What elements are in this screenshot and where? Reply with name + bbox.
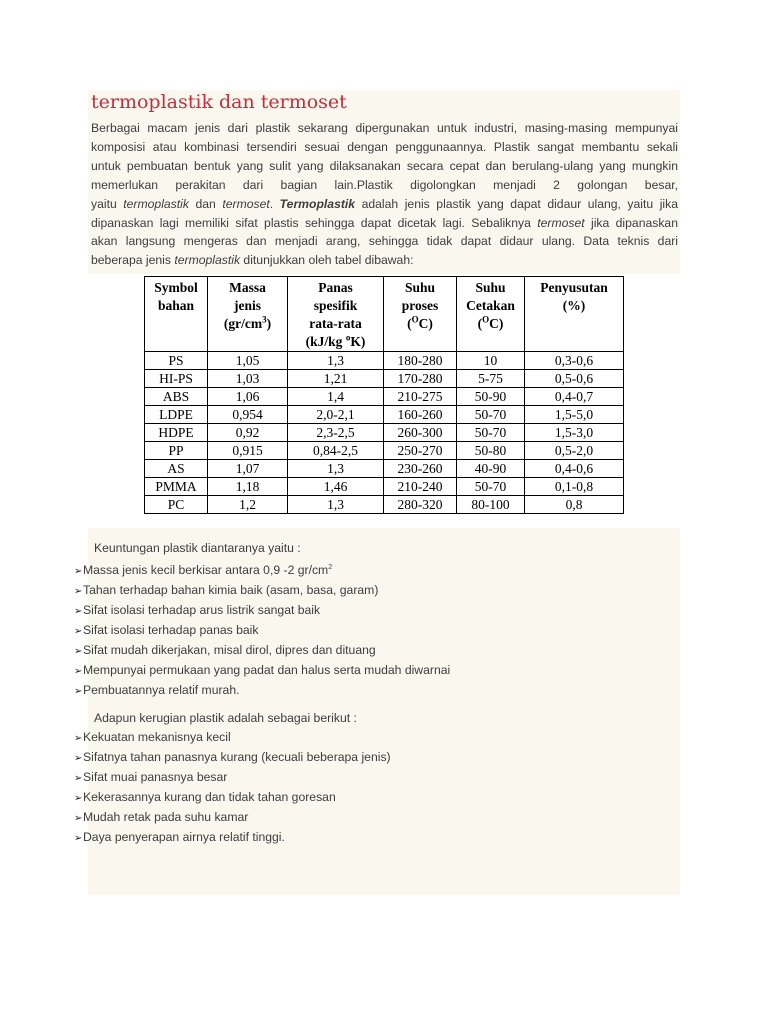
table-cell: 1,03 [208,370,288,388]
list-item: ➢Sifat isolasi terhadap panas baik [74,621,450,641]
table-cell: 2,3-2,5 [288,424,384,442]
table-cell: 160-260 [384,406,457,424]
intro-paragraph [91,119,678,270]
intro-line: memerlukan perakitan dari bagian lain.Plastik digolongkan menjadi 2 golongan besar, [91,177,678,192]
table-row [145,406,624,424]
arrow-bullet-icon: ➢ [74,813,83,824]
table-cell: 0,5-0,6 [525,370,624,388]
arrow-bullet-icon: ➢ [74,606,83,618]
table-cell: 1,05 [208,352,288,370]
list-item: ➢Kekerasannya kurang dan tidak tahan goresan [74,788,391,808]
table-cell: 80-100 [457,496,525,514]
table-cell: 260-300 [384,424,457,442]
intro-line: untuk pembuatan bentuk yang sulit yang dilaksanakan secara cepat dan berulang-ulang yang mungkin [91,158,678,173]
disadvantages-list [74,728,391,848]
list-item: ➢Sifat muai panasnya besar [74,768,391,788]
table-row [145,442,624,460]
disadvantages-section [74,709,391,848]
header-shrinkage: Penyusutan (%) [525,277,624,352]
header-density: Massa jenis $(gr/cm^3)$ [208,277,288,352]
table-cell: 50-90 [457,388,525,406]
page-title: termoplastik dan termoset [91,91,347,113]
thermoplastic-data-table [144,276,624,514]
arrow-bullet-icon: ➢ [74,833,83,844]
list-item: ➢Daya penyerapan airnya relatif tinggi. [74,828,391,848]
table-cell: 0,915 [208,442,288,460]
header-mold-temp: Suhu Cetakan ($^O$C) [457,277,525,352]
arrow-bullet-icon: ➢ [74,646,83,658]
table-cell: 0,84-2,5 [288,442,384,460]
arrow-bullet-icon: ➢ [74,733,83,744]
table-cell: 50-80 [457,442,525,460]
intro-line: dipanaskan lagi memiliki sifat plastis sehingga dapat dicetak lagi. Sebaliknya termoset jika dipanaskan [91,215,678,230]
table-cell: HDPE [145,424,208,442]
table-cell: LDPE [145,406,208,424]
intro-line: Berbagai macam jenis dari plastik sekarang dipergunakan untuk industri, masing-masing mempunyai [91,121,678,135]
advantages-section [74,539,450,701]
table-cell: 1,4 [288,388,384,406]
table-cell: 1,3 [288,352,384,370]
disadvantages-heading: Adapun kerugian plastik adalah sebagai berikut : [94,711,357,725]
table-cell: 0,3-0,6 [525,352,624,370]
table-cell: 40-90 [457,460,525,478]
list-item: ➢Sifat isolasi terhadap arus listrik sangat baik [74,601,450,621]
intro-line: akan langsung mengeras dan menjadi arang, sehingga tidak dapat didaur ulang. Data teknis dari [91,234,678,249]
table-cell: PC [145,496,208,514]
table-cell: 1,18 [208,478,288,496]
table-row [145,478,624,496]
table-cell: 0,8 [525,496,624,514]
table-cell: 50-70 [457,406,525,424]
list-item: ➢Pembuatannya relatif murah. [74,681,450,701]
arrow-bullet-icon: ➢ [74,773,83,784]
table-cell: 250-270 [384,442,457,460]
table-cell: 280-320 [384,496,457,514]
intro-line: komposisi atau kombinasi tersendiri sesuai dengan penggunaannya. Plastik sangat membantu sekali [91,139,678,154]
table-cell: 1,21 [288,370,384,388]
table-cell: 1,3 [288,460,384,478]
list-item: ➢Mempunyai permukaan yang padat dan halus serta mudah diwarnai [74,661,450,681]
table-cell: 1,07 [208,460,288,478]
advantages-heading: Keuntungan plastik diantaranya yaitu : [94,541,301,555]
table-cell: 0,4-0,6 [525,460,624,478]
table-cell: 1,46 [288,478,384,496]
table-cell: PP [145,442,208,460]
table-cell: 1,3 [288,496,384,514]
list-item: ➢Sifatnya tahan panasnya kurang (kecuali beberapa jenis) [74,748,391,768]
table-row [145,388,624,406]
list-item: ➢Massa jenis kecil berkisar antara 0,9 -2 $gr/cm^2$ [74,558,450,581]
table-cell: HI-PS [145,370,208,388]
table-cell: 2,0-2,1 [288,406,384,424]
table-cell: 170-280 [384,370,457,388]
table-cell: 50-70 [457,424,525,442]
table-cell: 0,1-0,8 [525,478,624,496]
table-cell: 0,954 [208,406,288,424]
arrow-bullet-icon: ➢ [74,666,83,678]
table-cell: AS [145,460,208,478]
table-row [145,460,624,478]
arrow-bullet-icon: ➢ [74,566,83,578]
header-specific-heat: Panas spesifik rata-rata (kJ/kg $^o$K) [288,277,384,352]
list-item: ➢Kekuatan mekanisnya kecil [74,728,391,748]
table-cell: 5-75 [457,370,525,388]
table-cell: ABS [145,388,208,406]
table-cell: 230-260 [384,460,457,478]
header-symbol: Symbol bahan [145,277,208,352]
intro-line: yaitu termoplastik dan termoset. Termoplastik adalah jenis plastik yang dapat didaur ulang, yaitu jika [91,196,678,211]
table-cell: PMMA [145,478,208,496]
table-row [145,352,624,370]
table-cell: 210-275 [384,388,457,406]
list-item: ➢Tahan terhadap bahan kimia baik (asam, basa, garam) [74,581,450,601]
header-process-temp: Suhu proses ($^O$C) [384,277,457,352]
table-row [145,496,624,514]
table-row [145,370,624,388]
table-cell: 0,92 [208,424,288,442]
list-item: ➢Sifat mudah dikerjakan, misal dirol, dipres dan dituang [74,641,450,661]
arrow-bullet-icon: ➢ [74,586,83,598]
advantages-list [74,558,450,701]
table-cell: 180-280 [384,352,457,370]
table-cell: 0,5-2,0 [525,442,624,460]
arrow-bullet-icon: ➢ [74,626,83,638]
table-cell: 1,2 [208,496,288,514]
table-row [145,424,624,442]
table-cell: 10 [457,352,525,370]
table-cell: 1,5-5,0 [525,406,624,424]
table-cell: 50-70 [457,478,525,496]
table-header-row [145,277,624,352]
list-item: ➢Mudah retak pada suhu kamar [74,808,391,828]
intro-line: beberapa jenis termoplastik ditunjukkan oleh tabel dibawah: [91,253,414,268]
table-cell: 0,4-0,7 [525,388,624,406]
table-cell: 1,06 [208,388,288,406]
arrow-bullet-icon: ➢ [74,793,83,804]
table-cell: 1,5-3,0 [525,424,624,442]
table-cell: PS [145,352,208,370]
table-cell: 210-240 [384,478,457,496]
arrow-bullet-icon: ➢ [74,686,83,698]
arrow-bullet-icon: ➢ [74,753,83,764]
